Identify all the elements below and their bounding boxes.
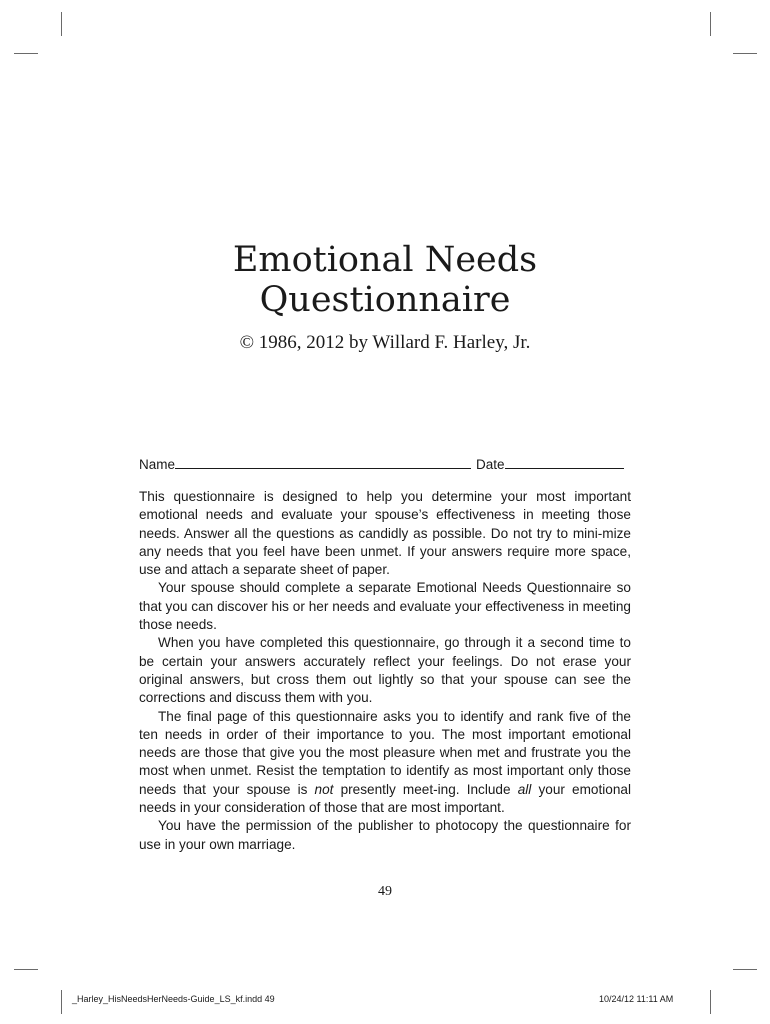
- ranking-emphasis-all: all: [517, 781, 532, 797]
- ranking-text-3: your emotional needs in your consideration of those that are most important.: [139, 781, 631, 816]
- paragraph-intro: This questionnaire is designed to help you determine your most important emotional needs and evaluate your spouse’s effectiveness in meeting those needs. Answer all the questions as candidly as possible. Do not try to mini-mize any needs that you feel have been unmet. If your answers require more space, use and attach a separate sheet of paper.: [139, 489, 631, 578]
- ranking-text-2: presently meet-ing. Include: [333, 781, 518, 797]
- crop-mark-top-left-vertical: [61, 12, 62, 36]
- paragraph-permission: You have the permission of the publisher to photocopy the questionnaire for use in your own marriage.: [139, 818, 631, 852]
- name-blank-line: [175, 456, 471, 469]
- crop-mark-bottom-left-horizontal: [14, 969, 38, 970]
- page-number: 49: [378, 884, 392, 899]
- title-line-2: Questionnaire: [259, 280, 511, 320]
- date-label: Date: [476, 457, 505, 472]
- crop-mark-bottom-right-horizontal: [733, 969, 757, 970]
- instructions-body: [139, 488, 631, 854]
- paragraph-ranking: [139, 708, 631, 818]
- crop-mark-bottom-right-vertical: [710, 990, 711, 1014]
- crop-mark-bottom-left-vertical: [61, 990, 62, 1014]
- paragraph-spouse: Your spouse should complete a separate Emotional Needs Questionnaire so that you can discover his or her needs and evaluate your effectiveness in meeting those needs.: [139, 580, 631, 633]
- footer-file-slug: _Harley_HisNeedsHerNeeds-Guide_LS_kf.indd 49: [72, 994, 275, 1004]
- name-label: Name: [139, 457, 176, 472]
- footer-timestamp: 10/24/12 11:11 AM: [599, 994, 674, 1004]
- copyright-notice: © 1986, 2012 by Willard F. Harley, Jr.: [239, 332, 531, 353]
- page-title: [0, 240, 770, 320]
- crop-mark-top-right-vertical: [710, 12, 711, 36]
- paragraph-review: When you have completed this questionnaire, go through it a second time to be certain your answers accurately reflect your feelings. Do not erase your original answers, but cross them out lightly so that your spouse can see the corrections and discuss them with you.: [139, 635, 631, 706]
- ranking-text-1: The final page of this questionnaire asks you to identify and rank five of the ten needs in order of their importance to you. The most important emotional needs are those that give you the most pleasure when met and frustrate you the most when unmet. Resist the temptation to identify as most important only those needs that your spouse is: [139, 708, 631, 797]
- ranking-emphasis-not: not: [314, 781, 334, 797]
- crop-mark-top-right-horizontal: [733, 53, 757, 54]
- crop-mark-top-left-horizontal: [14, 53, 38, 54]
- date-blank-line: [505, 456, 624, 469]
- name-date-fields: [139, 456, 639, 474]
- title-line-1: Emotional Needs: [232, 240, 538, 280]
